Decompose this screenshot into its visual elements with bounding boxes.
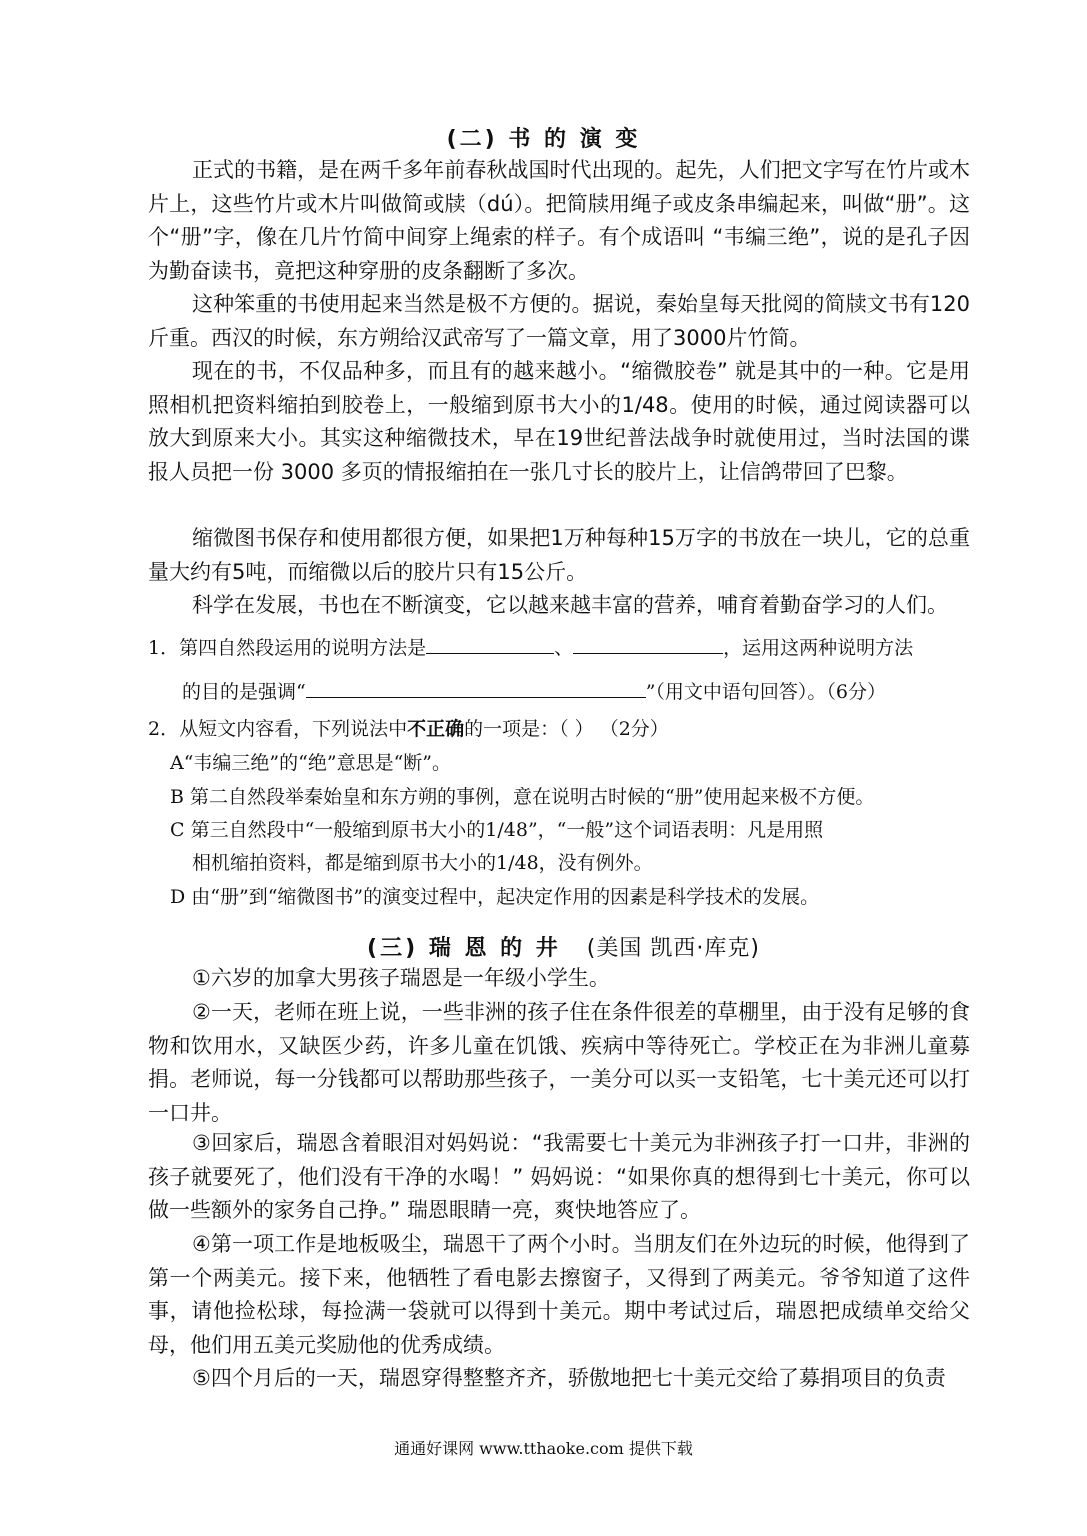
option-b: B 第二自然段举秦始皇和东方朔的事例，意在说明古时候的“册”使用起来极不方便。	[170, 786, 875, 808]
s3-paragraph-5: ⑤四个月后的一天，瑞恩穿得整整齐齐，骄傲地把七十美元交给了募捐项目的负责	[192, 1366, 946, 1390]
section-2-title-text: (二) 书 的 演 变	[446, 127, 641, 152]
answer-blank-2[interactable]	[573, 633, 723, 654]
s2-paragraph-2: 这种笨重的书使用起来当然是极不方便的。据说，秦始皇每天批阅的简牍文书有120斤重。西汉的时候，东方朔给汉武帝写了一篇文章，用了3000片竹简。	[148, 292, 970, 350]
s2-paragraph-3: 现在的书，不仅品种多，而且有的越来越小。“缩微胶卷” 就是其中的一种。它是用照相机把资料缩拍到胶卷上，一般缩到原书大小的1/48。使用的时候，通过阅读器可以放大到原来大小。其实这种缩微技术，早在19世纪普法战争时就使用过，当时法国的谍报人员把一份 3000 多页的情报缩拍在一张几寸长的胶片上，让信鸽带回了巴黎。	[148, 359, 970, 484]
answer-blank-1[interactable]	[426, 633, 554, 654]
section-3-title	[0, 931, 1087, 962]
option-c-line-1: C 第三自然段中“一般缩到原书大小的1/48”，“一般”这个词语表明：凡是用照	[170, 819, 824, 841]
question-1-line-1: 1．第四自然段运用的说明方法是 、 ，运用这两种说明方法	[148, 633, 913, 663]
answer-blank-3[interactable]	[306, 677, 646, 698]
s3-paragraph-2: ②一天，老师在班上说，一些非洲的孩子住在条件很差的草棚里，由于没有足够的食物和饮用水，又缺医少药，许多儿童在饥饿、疾病中等待死亡。学校正在为非洲儿童募捐。老师说，每一分钱都可以帮助那些孩子，一美分可以买一支铅笔，七十美元还可以打一口井。	[148, 1000, 970, 1125]
s2-paragraph-4: 缩微图书保存和使用都很方便，如果把1万种每种15万字的书放在一块儿，它的总重量大约有5吨，而缩微以后的胶片只有15公斤。	[148, 526, 970, 584]
question-1-line-2: 的目的是强调“ ”（用文中语句回答）。（6分）	[182, 677, 886, 707]
option-d: D 由“册”到“缩微图书”的演变过程中，起决定作用的因素是科学技术的发展。	[170, 886, 820, 908]
section-3-title-text: (三) 瑞 恩 的 井	[367, 936, 561, 961]
emphasis-not-correct: 不正确	[407, 718, 465, 740]
option-c-line-2: 相机缩拍资料，都是缩到原书大小的1/48，没有例外。	[192, 852, 653, 874]
s3-paragraph-1: ①六岁的加拿大男孩子瑞恩是一年级小学生。	[192, 966, 610, 990]
s2-paragraph-1: 正式的书籍，是在两千多年前春秋战国时代出现的。起先，人们把文字写在竹片或木片上，这些竹片或木片叫做简或牍（dú）。把简牍用绳子或皮条串编起来，叫做“册”。这个“册”字，像在几片竹简中间穿上绳索的样子。有个成语叫 “韦编三绝”，说的是孔子因为勤奋读书，竟把这种穿册的皮条翻断了多次。	[148, 158, 970, 283]
question-2-stem: 2．从短文内容看，下列说法中不正确的一项是：（ ） （2分）	[148, 718, 669, 740]
section-3-author: (美国 凯西·库克)	[586, 936, 760, 961]
s3-paragraph-4: ④第一项工作是地板吸尘，瑞恩干了两个小时。当朋友们在外边玩的时候，他得到了第一个两美元。接下来，他牺牲了看电影去擦窗子，又得到了两美元。爷爷知道了这件事，请他捡松球，每捡满一袋就可以得到十美元。期中考试过后，瑞恩把成绩单交给父母，他们用五美元奖励他的优秀成绩。	[148, 1232, 970, 1357]
section-2-title	[0, 122, 1087, 153]
s2-paragraph-5: 科学在发展，书也在不断演变，它以越来越丰富的营养，哺育着勤奋学习的人们。	[192, 593, 948, 617]
option-a: A“韦编三绝”的“绝”意思是“断”。	[170, 752, 452, 774]
s3-paragraph-3: ③回家后，瑞恩含着眼泪对妈妈说：“我需要七十美元为非洲孩子打一口井，非洲的孩子就要死了，他们没有干净的水喝！” 妈妈说：“如果你真的想得到七十美元，你可以做一些额外的家务自己挣。” 瑞恩眼睛一亮，爽快地答应了。	[148, 1131, 970, 1222]
page-footer: 通通好课网 www.tthaoke.com 提供下载	[394, 1439, 693, 1458]
